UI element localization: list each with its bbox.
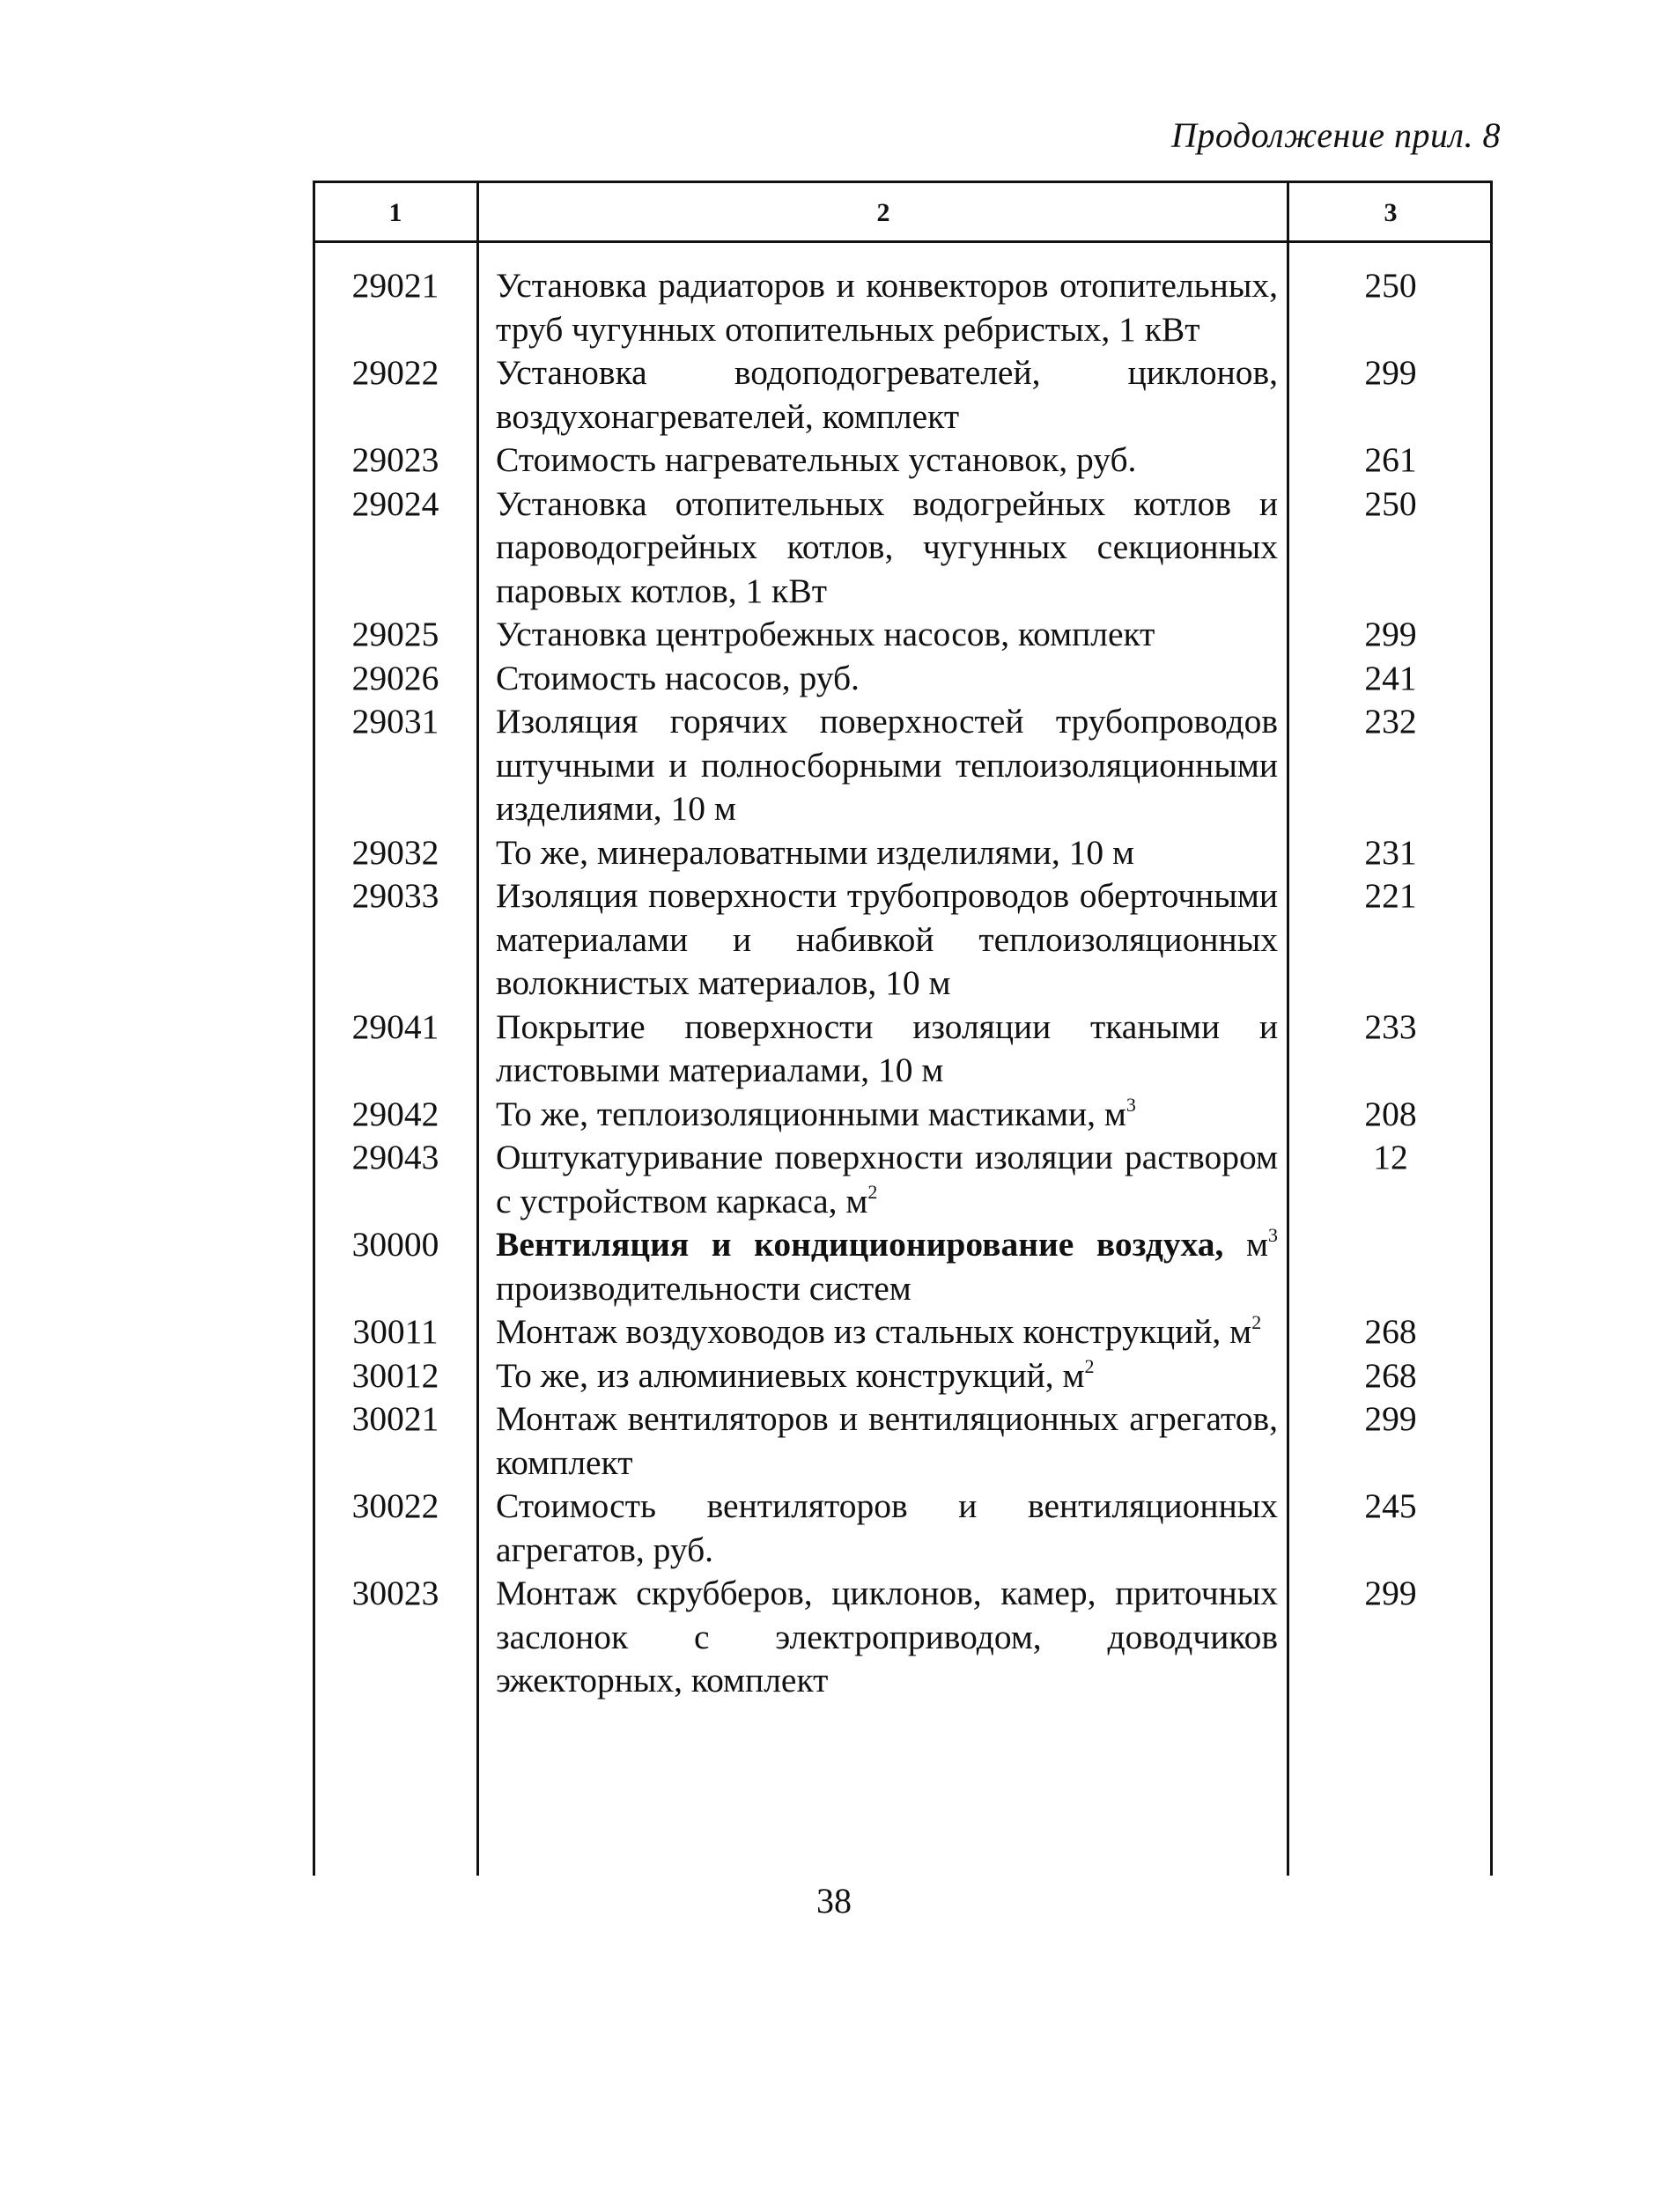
table-row	[313, 874, 1493, 1006]
row-description-text: Установка водоподогревателей, циклонов, воздухонагревателей, комплект	[496, 353, 1278, 436]
row-code: 29032	[351, 832, 439, 872]
row-code: 29043	[351, 1138, 439, 1176]
row-description	[478, 874, 1288, 1006]
row-description-text: Монтаж скрубберов, циклонов, камер, приточных заслонок с электроприводом, доводчиков эжекторных, комплект	[496, 1574, 1278, 1700]
data-table	[313, 181, 1493, 1876]
table-row	[313, 483, 1493, 614]
row-value: 208	[1364, 1094, 1417, 1133]
row-code: 29042	[351, 1094, 439, 1133]
unit-superscript: 3	[1126, 1093, 1136, 1116]
table-row	[313, 1223, 1493, 1310]
row-value: 250	[1364, 483, 1417, 523]
row-description-text: Изоляция горячих поверхностей трубопроводов штучными и полносборными теплоизоляционными изделиями, 10 м	[496, 702, 1278, 828]
row-description-text: м	[1223, 1225, 1268, 1264]
row-description	[478, 351, 1288, 439]
row-description	[478, 700, 1288, 831]
row-description	[478, 483, 1288, 614]
row-value: 232	[1364, 702, 1417, 741]
row-description-text: Покрытие поверхности изоляции ткаными и листовыми материалами, 10 м	[496, 1006, 1278, 1089]
row-description-text: Установка радиаторов и конвекторов отопительных, труб чугунных отопительных ребристых, 1 кВт	[496, 266, 1278, 349]
row-value: 245	[1364, 1486, 1417, 1525]
table-row	[313, 1572, 1493, 1703]
row-value: 261	[1364, 440, 1417, 479]
table-row	[313, 1006, 1493, 1093]
row-code: 29033	[351, 876, 439, 915]
unit-superscript: 2	[867, 1180, 878, 1203]
unit-superscript: 3	[1268, 1224, 1278, 1246]
row-code: 30011	[352, 1312, 439, 1351]
row-description-text: То же, минераловатными изделилями, 10 м	[496, 832, 1134, 872]
row-code: 30021	[351, 1399, 439, 1438]
row-description	[478, 1485, 1288, 1572]
row-description-text: Установка центробежных насосов, комплект	[496, 615, 1155, 653]
row-description	[478, 657, 1288, 701]
row-description-bold: Вентиляция и кондиционирование воздуха,	[496, 1225, 1224, 1264]
row-code: 30012	[351, 1355, 439, 1395]
row-value: 299	[1364, 615, 1417, 653]
row-code: 29023	[351, 440, 439, 479]
header-divider	[313, 240, 1493, 243]
table-row	[313, 1485, 1493, 1572]
row-code: 29041	[351, 1006, 439, 1046]
row-value	[1288, 1223, 1493, 1310]
continuation-label: Продолжение прил. 8	[1170, 115, 1501, 155]
row-description	[478, 1572, 1288, 1703]
row-value: 268	[1364, 1312, 1417, 1351]
table-body	[313, 264, 1493, 1703]
row-description-text: То же, теплоизоляционными мастиками, м	[496, 1094, 1126, 1133]
row-description-text: Установка отопительных водогрейных котлов и пароводогрейных котлов, чугунных секционных паровых котлов, 1 кВт	[496, 483, 1278, 610]
table-row	[313, 831, 1493, 875]
row-value: 299	[1364, 1399, 1417, 1438]
table-row	[313, 1136, 1493, 1223]
page-number: 38	[816, 1881, 852, 1921]
row-description-text: Монтаж воздуховодов из стальных конструкций, м	[496, 1312, 1252, 1351]
row-description	[478, 831, 1288, 875]
row-code: 29031	[351, 702, 439, 741]
row-description-continuation: производительности систем	[496, 1268, 911, 1308]
row-description	[478, 264, 1288, 351]
row-value: 268	[1364, 1355, 1417, 1395]
column-header-1: 1	[388, 198, 402, 227]
column-header-2: 2	[876, 198, 890, 227]
row-description-text: Стоимость нагревательных установок, руб.	[496, 440, 1137, 479]
row-description-text: Стоимость вентиляторов и вентиляционных агрегатов, руб.	[496, 1486, 1278, 1569]
row-value: 241	[1364, 658, 1417, 697]
table-row	[313, 1354, 1493, 1398]
row-code: 29022	[351, 353, 439, 392]
table-row	[313, 351, 1493, 439]
row-value: 233	[1364, 1006, 1417, 1046]
row-code: 29024	[351, 483, 439, 523]
row-description	[478, 1093, 1288, 1137]
table-row	[313, 1093, 1493, 1137]
unit-superscript: 2	[1251, 1311, 1262, 1333]
row-description	[478, 1136, 1288, 1223]
row-code: 29025	[351, 615, 439, 653]
row-value: 299	[1364, 1574, 1417, 1612]
table-row	[313, 264, 1493, 351]
row-code: 30022	[351, 1486, 439, 1525]
row-description-text: Изоляция поверхности трубопроводов оберточными материалами и набивкой теплоизоляционных волокнистых материалов, 10 м	[496, 876, 1278, 1002]
table-row	[313, 700, 1493, 831]
row-description-text: То же, из алюминиевых конструкций, м	[496, 1355, 1085, 1395]
row-description	[478, 1397, 1288, 1485]
row-description	[478, 1223, 1288, 1310]
row-value: 250	[1364, 266, 1417, 305]
row-description	[478, 1310, 1288, 1354]
row-value: 299	[1364, 353, 1417, 392]
unit-superscript: 2	[1084, 1354, 1095, 1377]
row-description	[478, 1006, 1288, 1093]
row-code: 30000	[351, 1225, 439, 1264]
row-description	[478, 1354, 1288, 1398]
table-row	[313, 439, 1493, 483]
row-description-text: Стоимость насосов, руб.	[496, 658, 860, 697]
table-row	[313, 1310, 1493, 1354]
row-code: 29021	[351, 266, 439, 305]
table-row	[313, 1397, 1493, 1485]
row-description-text: Оштукатуривание поверхности изоляции раствором с устройством каркаса, м	[496, 1138, 1278, 1220]
row-description-text: Монтаж вентиляторов и вентиляционных агрегатов, комплект	[496, 1399, 1278, 1482]
row-code: 29026	[351, 658, 439, 697]
row-code: 30023	[351, 1574, 439, 1612]
table-row	[313, 657, 1493, 701]
row-description	[478, 613, 1288, 657]
column-header-3: 3	[1384, 198, 1398, 227]
table-row	[313, 613, 1493, 657]
table-border-top	[313, 181, 1493, 183]
row-value: 231	[1364, 832, 1417, 872]
row-value: 12	[1373, 1138, 1408, 1176]
row-value: 221	[1364, 876, 1417, 915]
row-description	[478, 439, 1288, 483]
